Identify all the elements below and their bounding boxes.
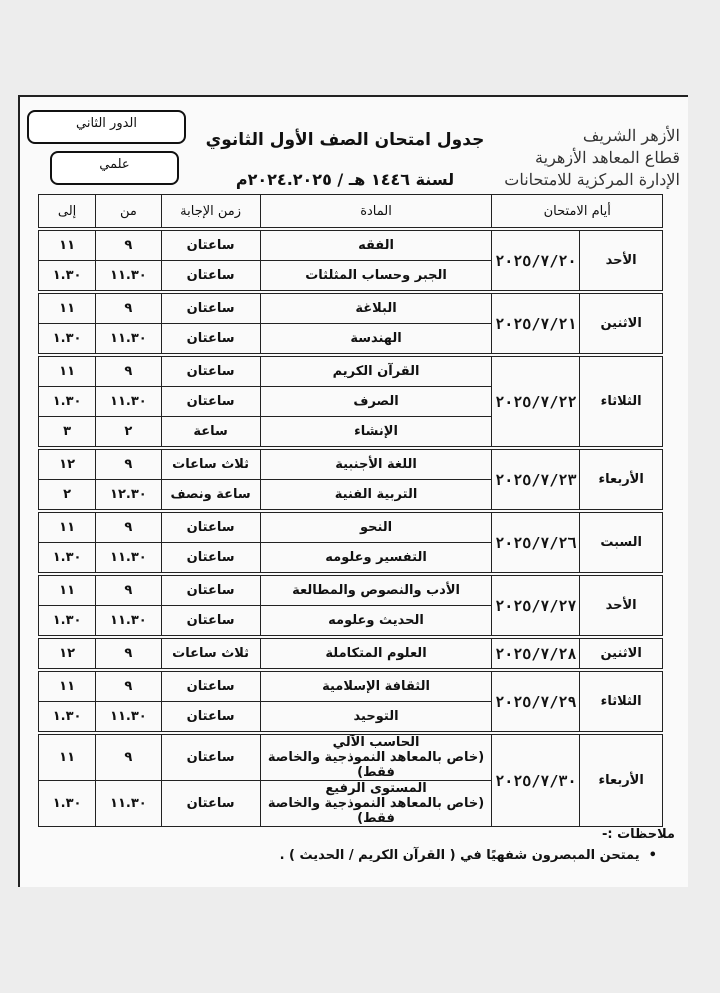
logo-line-3: الإدارة المركزية للامتحانات xyxy=(504,170,680,189)
azhar-logo-text xyxy=(495,125,680,191)
track-label: علمي xyxy=(99,157,130,172)
subject-cell xyxy=(260,637,492,670)
day-cell: السبت xyxy=(580,511,663,574)
subject-cell xyxy=(260,355,492,387)
day-cell: الثلاثاء xyxy=(580,670,663,733)
to-cell: ١١ xyxy=(39,574,96,606)
logo-line-1: الأزهر الشريف xyxy=(582,126,680,145)
from-cell: ٩ xyxy=(96,448,161,480)
to-cell: ١١ xyxy=(39,229,96,261)
subject-cell xyxy=(260,733,492,781)
date-cell: ٢٠٢٥/٧/٢٧ xyxy=(492,574,580,637)
duration-cell: ساعتان xyxy=(161,574,260,606)
to-cell: ٢ xyxy=(39,480,96,512)
header-from: من xyxy=(96,195,161,230)
subject-name: الحاسب الآلي xyxy=(332,735,420,750)
to-cell: ١.٣٠ xyxy=(39,606,96,638)
to-cell: ١.٣٠ xyxy=(39,781,96,827)
subject-name: القرآن الكريم xyxy=(332,364,420,379)
track-box xyxy=(50,151,179,185)
subject-cell xyxy=(260,387,492,417)
from-cell: ٢ xyxy=(96,417,161,449)
notes-section xyxy=(280,827,675,863)
from-cell: ٩ xyxy=(96,355,161,387)
duration-cell: ساعة ونصف xyxy=(161,480,260,512)
subject-name: الثقافة الإسلامية xyxy=(322,679,430,694)
day-cell: الأحد xyxy=(580,229,663,292)
subject-name: النحو xyxy=(359,520,393,535)
subject-name: البلاغة xyxy=(355,301,397,316)
subject-name: الفقه xyxy=(358,238,394,253)
to-cell: ١١ xyxy=(39,355,96,387)
header-duration: زمن الإجابة xyxy=(161,195,260,230)
subject-cell xyxy=(260,292,492,324)
note-item: • يمتحن المبصرون شفهيًا في ( القرآن الكريم / الحديث ) . xyxy=(279,848,657,863)
round-box xyxy=(27,110,186,144)
from-cell: ١١.٣٠ xyxy=(96,781,161,827)
subject-note: (خاص بالمعاهد النموذجية والخاصة فقط) xyxy=(267,750,485,780)
day-cell: الاثنين xyxy=(580,637,663,670)
duration-cell: ساعتان xyxy=(161,511,260,543)
table-row xyxy=(39,637,663,670)
duration-cell: ساعتان xyxy=(161,355,260,387)
from-cell: ٩ xyxy=(96,733,161,781)
from-cell: ١١.٣٠ xyxy=(96,387,161,417)
day-cell: الأربعاء xyxy=(580,733,663,827)
subject-cell xyxy=(260,543,492,575)
from-cell: ١١.٣٠ xyxy=(96,261,161,293)
duration-cell: ساعتان xyxy=(161,229,260,261)
table-row xyxy=(39,229,663,261)
from-cell: ٩ xyxy=(96,637,161,670)
logo-line-2: قطاع المعاهد الأزهرية xyxy=(535,148,680,167)
date-cell: ٢٠٢٥/٧/٢٣ xyxy=(492,448,580,511)
note-item-text: يمتحن المبصرون شفهيًا في ( القرآن الكريم / الحديث ) . xyxy=(279,848,640,863)
to-cell: ١.٣٠ xyxy=(39,543,96,575)
duration-cell: ساعة xyxy=(161,417,260,449)
to-cell: ١١ xyxy=(39,733,96,781)
to-cell: ١.٣٠ xyxy=(39,324,96,356)
day-cell: الاثنين xyxy=(580,292,663,355)
to-cell: ١٢ xyxy=(39,448,96,480)
from-cell: ٩ xyxy=(96,292,161,324)
duration-cell: ساعتان xyxy=(161,324,260,356)
subject-cell xyxy=(260,781,492,827)
date-cell: ٢٠٢٥/٧/٢١ xyxy=(492,292,580,355)
table-row xyxy=(39,292,663,324)
subject-cell xyxy=(260,702,492,734)
from-cell: ٩ xyxy=(96,670,161,702)
header-to: إلى xyxy=(39,195,96,230)
duration-cell: ساعتان xyxy=(161,702,260,734)
table-row xyxy=(39,448,663,480)
duration-cell: ساعتان xyxy=(161,292,260,324)
date-cell: ٢٠٢٥/٧/٢٠ xyxy=(492,229,580,292)
date-cell: ٢٠٢٥/٧/٢٢ xyxy=(492,355,580,448)
duration-cell: ساعتان xyxy=(161,543,260,575)
subject-name: المستوى الرفيع xyxy=(325,781,427,796)
to-cell: ١.٣٠ xyxy=(39,387,96,417)
page-title: جدول امتحان الصف الأول الثانوي xyxy=(205,130,485,150)
year-line: لسنة ١٤٤٦ هـ / ٢٠٢٤.٢٠٢٥م xyxy=(235,170,455,189)
from-cell: ١١.٣٠ xyxy=(96,702,161,734)
notes-label: ملاحظات :- xyxy=(601,827,675,842)
from-cell: ١٢.٣٠ xyxy=(96,480,161,512)
date-cell: ٢٠٢٥/٧/٢٩ xyxy=(492,670,580,733)
duration-cell: ساعتان xyxy=(161,606,260,638)
from-cell: ١١.٣٠ xyxy=(96,606,161,638)
subject-name: الحديث وعلومه xyxy=(328,613,424,628)
to-cell: ١١ xyxy=(39,670,96,702)
table-row xyxy=(39,355,663,387)
duration-cell: ثلاث ساعات xyxy=(161,637,260,670)
table-row xyxy=(39,511,663,543)
to-cell: ١٢ xyxy=(39,637,96,670)
subject-name: الجبر وحساب المثلثات xyxy=(305,268,447,283)
subject-name: العلوم المتكاملة xyxy=(325,646,427,661)
header-subject: المادة xyxy=(260,195,492,230)
date-cell: ٢٠٢٥/٧/٣٠ xyxy=(492,733,580,827)
table-row xyxy=(39,733,663,781)
subject-name: التوحيد xyxy=(353,709,399,724)
from-cell: ٩ xyxy=(96,229,161,261)
subject-cell xyxy=(260,670,492,702)
duration-cell: ساعتان xyxy=(161,733,260,781)
exam-schedule-table xyxy=(38,194,663,827)
subject-cell xyxy=(260,574,492,606)
from-cell: ٩ xyxy=(96,574,161,606)
table-header-row xyxy=(39,195,663,230)
schedule-body xyxy=(39,229,663,827)
header-days: أيام الامتحان xyxy=(492,195,663,230)
day-cell: الثلاثاء xyxy=(580,355,663,448)
to-cell: ١.٣٠ xyxy=(39,261,96,293)
subject-name: الأدب والنصوص والمطالعة xyxy=(292,583,460,598)
subject-name: الصرف xyxy=(353,394,399,409)
to-cell: ٣ xyxy=(39,417,96,449)
table-row xyxy=(39,574,663,606)
duration-cell: ساعتان xyxy=(161,781,260,827)
subject-cell xyxy=(260,261,492,293)
duration-cell: ساعتان xyxy=(161,261,260,293)
to-cell: ١١ xyxy=(39,511,96,543)
from-cell: ٩ xyxy=(96,511,161,543)
duration-cell: ساعتان xyxy=(161,387,260,417)
subject-cell xyxy=(260,606,492,638)
from-cell: ١١.٣٠ xyxy=(96,324,161,356)
date-cell: ٢٠٢٥/٧/٢٦ xyxy=(492,511,580,574)
subject-name: الإنشاء xyxy=(354,424,398,439)
table-row xyxy=(39,670,663,702)
subject-name: الهندسة xyxy=(350,331,402,346)
subject-note: (خاص بالمعاهد النموذجية والخاصة فقط) xyxy=(267,796,485,826)
duration-cell: ساعتان xyxy=(161,670,260,702)
day-cell: الأربعاء xyxy=(580,448,663,511)
subject-cell xyxy=(260,480,492,512)
subject-cell xyxy=(260,229,492,261)
subject-name: التربية الفنية xyxy=(334,487,418,502)
subject-cell xyxy=(260,324,492,356)
subject-name: اللغة الأجنبية xyxy=(335,457,417,472)
day-cell: الأحد xyxy=(580,574,663,637)
subject-cell xyxy=(260,511,492,543)
round-label: الدور الثاني xyxy=(76,116,137,131)
subject-cell xyxy=(260,417,492,449)
date-cell: ٢٠٢٥/٧/٢٨ xyxy=(492,637,580,670)
to-cell: ١١ xyxy=(39,292,96,324)
from-cell: ١١.٣٠ xyxy=(96,543,161,575)
to-cell: ١.٣٠ xyxy=(39,702,96,734)
subject-name: التفسير وعلومه xyxy=(325,550,427,565)
subject-cell xyxy=(260,448,492,480)
duration-cell: ثلاث ساعات xyxy=(161,448,260,480)
